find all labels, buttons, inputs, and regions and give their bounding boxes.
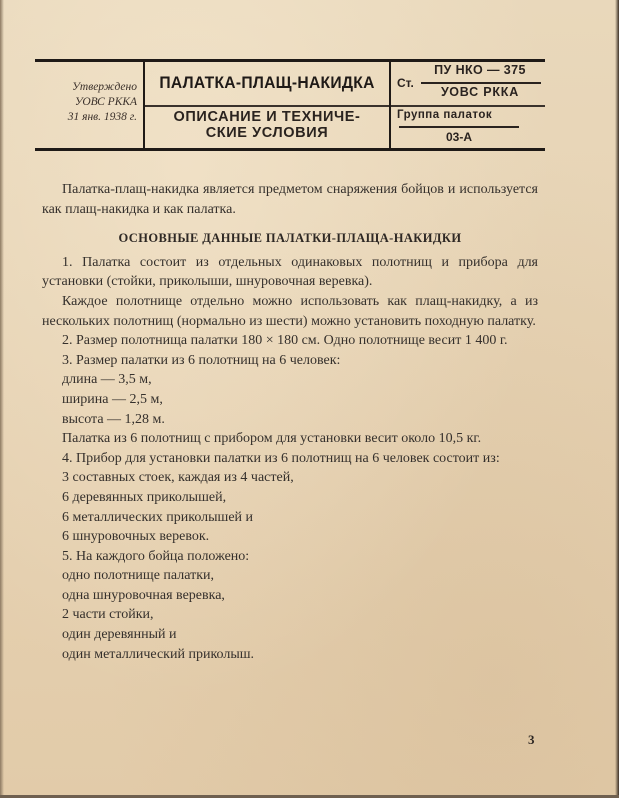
standard-divider <box>391 105 545 107</box>
soldier-list-item: один деревянный и <box>62 627 177 643</box>
section-heading: ОСНОВНЫЕ ДАННЫЕ ПАЛАТКИ-ПЛАЩА-НАКИДКИ <box>118 231 462 246</box>
approval-line-1: Утверждено <box>72 81 137 93</box>
standard-label: Ст. <box>397 76 414 90</box>
kit-list-item: 6 деревянных приколышей, <box>62 489 227 505</box>
item-3-weight: Палатка из 6 полотнищ с прибором для установки весит около 10,5 кг. <box>62 431 482 447</box>
item-1: 1. Палатка состоит из отдельных одинаковых полотнищ и прибора для установки (стойки, приколыши, шнуровочная веревка). <box>42 254 538 290</box>
document-subtitle <box>145 109 389 141</box>
group-code: 03-А <box>445 130 472 144</box>
standard-code-bottom: УОВС РККА <box>440 85 520 99</box>
standard-code-top: ПУ НКО — 375 <box>434 63 526 77</box>
item-2: 2. Размер полотнища палатки 180 × 180 см. Одно полотнище весит 1 400 г. <box>62 333 508 349</box>
soldier-list-item: один металлический приколыш. <box>62 646 255 662</box>
group-underline <box>399 126 519 128</box>
title-divider <box>145 105 389 107</box>
item-4: 4. Прибор для установки палатки из 6 полотнищ на 6 человек состоит из: <box>62 450 500 466</box>
document-header-box <box>35 59 545 151</box>
header-title-block <box>145 62 389 148</box>
kit-list-item: 3 составных стоек, каждая из 4 частей, <box>62 470 294 486</box>
page-number: 3 <box>528 732 535 747</box>
kit-list-item: 6 шнуровочных веревок. <box>62 529 210 545</box>
approval-line-2: УОВС РККА <box>74 96 137 108</box>
subtitle-line-1: ОПИСАНИЕ И ТЕХНИЧЕ- <box>173 109 361 125</box>
approval-line-3: 31 янв. 1938 г. <box>67 111 137 123</box>
soldier-list-item: одна шнуровочная веревка, <box>62 587 225 603</box>
soldier-list-item: одно полотнище палатки, <box>62 568 214 584</box>
document-title: ПАЛАТКА-ПЛАЩ-НАКИДКА <box>159 73 375 92</box>
page-edge-right <box>615 0 619 798</box>
kit-list-item: 6 металлических приколышей и <box>62 509 254 525</box>
page-edge-left <box>0 0 4 798</box>
standard-block <box>391 62 545 148</box>
dimension-length: длина — 3,5 м, <box>62 372 152 388</box>
standard-fraction-line <box>421 82 541 84</box>
item-5: 5. На каждого бойца положено: <box>62 548 250 564</box>
item-1-note: Каждое полотнище отдельно можно использовать как плащ-накидку, а из нескольких полотнищ (нормально из шести) можно установить походную палатку. <box>42 293 538 329</box>
soldier-list-item: 2 части стойки, <box>62 607 154 623</box>
subtitle-line-2: СКИЕ УСЛОВИЯ <box>205 125 329 141</box>
group-label: Группа палаток <box>397 109 493 121</box>
dimension-width: ширина — 2,5 м, <box>62 391 163 407</box>
intro-paragraph: Палатка-плащ-накидка является предметом снаряжения бойцов и используется как плащ-накидка и как палатка. <box>42 182 538 217</box>
item-3: 3. Размер палатки из 6 полотнищ на 6 человек: <box>62 352 341 368</box>
document-body <box>42 180 538 664</box>
approval-stamp <box>35 62 143 148</box>
dimension-height: высота — 1,28 м. <box>62 411 165 427</box>
